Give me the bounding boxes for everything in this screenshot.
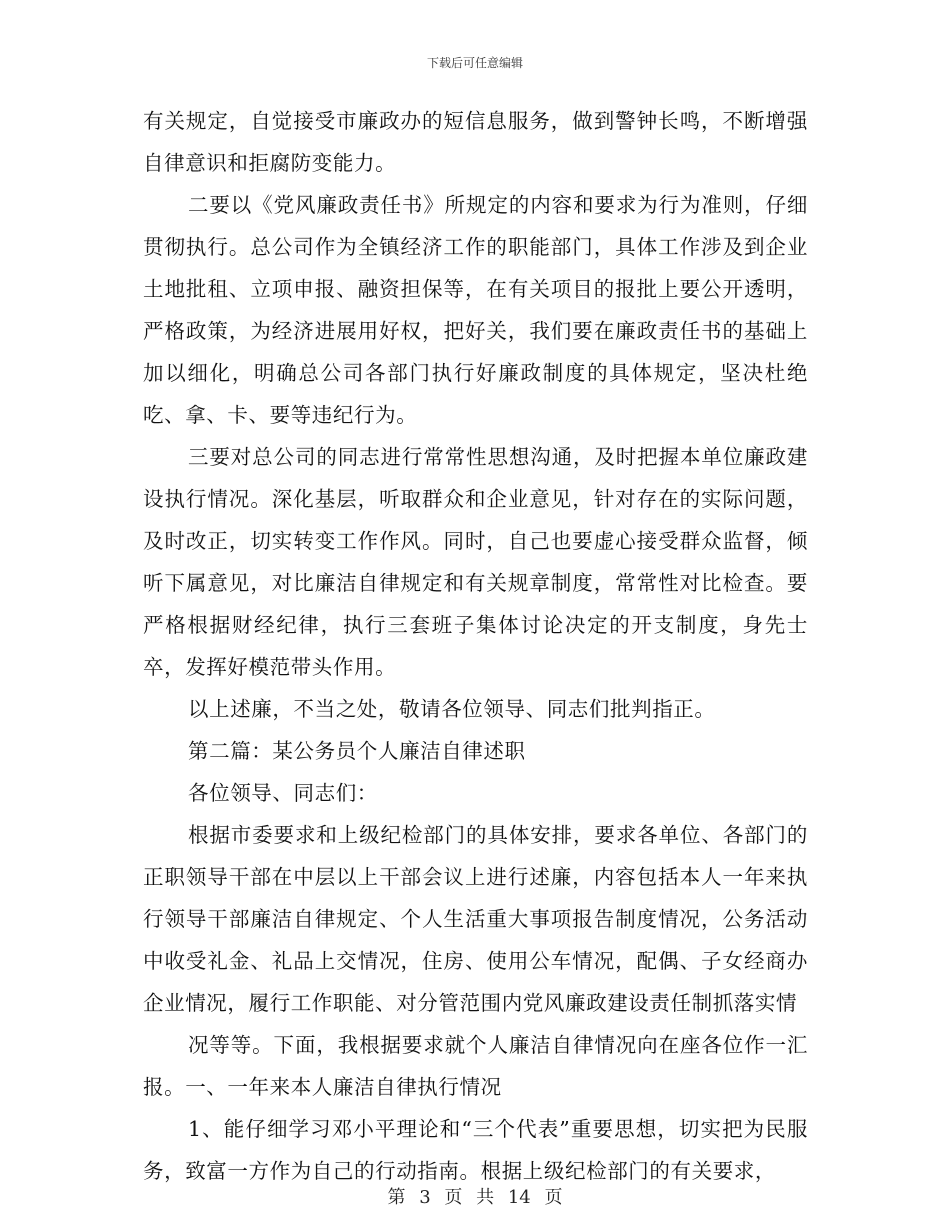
- page-footer: 第 3 页 共 14 页: [387, 1187, 563, 1208]
- salutation: 各位领导、同志们：: [188, 781, 378, 805]
- section-heading: 第二篇：某公务员个人廉洁自律述职: [188, 739, 526, 763]
- paragraph: 1、能仔细学习邓小平理论和“三个代表”重要思想，切实把为民服务，致富一方作为自己的行动指南。根据上级纪检部门的有关要求，: [143, 1117, 808, 1183]
- paragraph: 况等等。下面，我根据要求就个人廉洁自律情况向在座各位作一汇报。一、一年来本人廉洁自律执行情况: [143, 1033, 808, 1099]
- paragraph: 二要以《党风廉政责任书》所规定的内容和要求为行为准则，仔细贯彻执行。总公司作为全镇经济工作的职能部门，具体工作涉及到企业土地批租、立项申报、融资担保等，在有关项目的报批上要公开透明，严格政策，为经济进展用好权，把好关，我们要在廉政责任书的基础上加以细化，明确总公司各部门执行好廉政制度的具体规定，坚决杜绝吃、拿、卡、要等违纪行为。: [143, 193, 808, 427]
- paragraph: 有关规定，自觉接受市廉政办的短信息服务，做到警钟长鸣，不断增强自律意识和拒腐防变能力。: [143, 109, 808, 175]
- page-header: 下载后可任意编辑: [426, 56, 523, 70]
- paragraph: 以上述廉，不当之处，敬请各位领导、同志们批判指正。: [188, 697, 716, 721]
- document-body: [143, 100, 808, 1192]
- paragraph: 根据市委要求和上级纪检部门的具体安排，要求各单位、各部门的正职领导干部在中层以上干部会议上进行述廉，内容包括本人一年来执行领导干部廉洁自律规定、个人生活重大事项报告制度情况，公务活动中收受礼金、礼品上交情况，住房、使用公车情况，配偶、子女经商办企业情况，履行工作职能、对分管范围内党风廉政建设责任制抓落实情: [143, 823, 808, 1015]
- paragraph: 三要对总公司的同志进行常常性思想沟通，及时把握本单位廉政建设执行情况。深化基层，听取群众和企业意见，针对存在的实际问题，及时改正，切实转变工作作风。同时，自己也要虚心接受群众监督，倾听下属意见，对比廉洁自律规定和有关规章制度，常常性对比检查。要严格根据财经纪律，执行三套班子集体讨论决定的开支制度，身先士卒，发挥好模范带头作用。: [143, 445, 808, 679]
